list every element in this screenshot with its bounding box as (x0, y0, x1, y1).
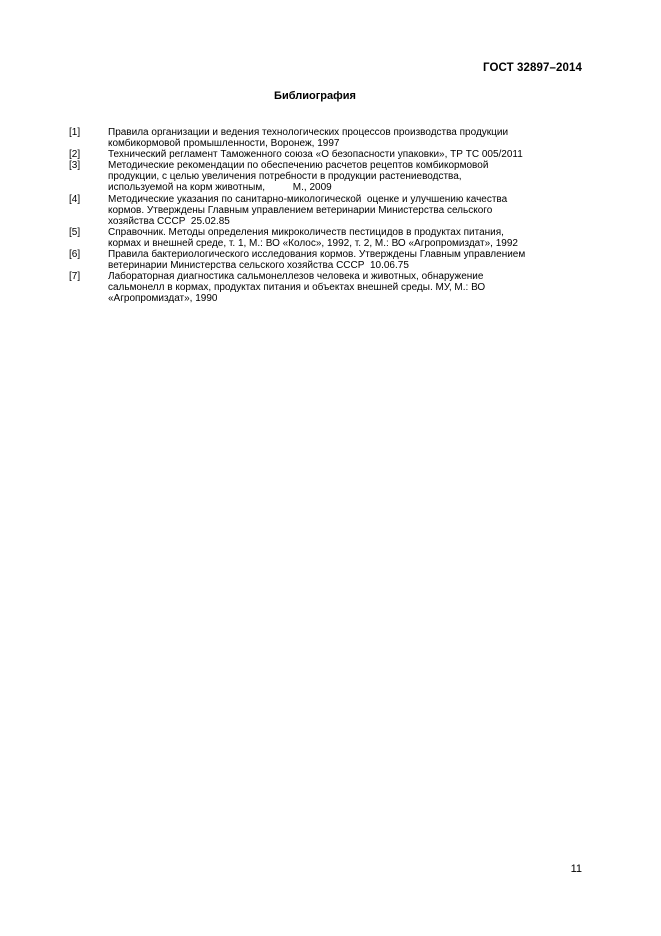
reference-item-3 (69, 160, 589, 193)
reference-number: [4] (69, 193, 81, 205)
bibliography-title: Библиография (274, 90, 356, 102)
bibliography-list (69, 127, 589, 305)
reference-text: Методические рекомендации по обеспечению расчетов рецептов комбикормовой продукции, с целью увеличения потребности в продукции растениеводства, используемой на корм животным, М., 2009 (108, 160, 489, 194)
reference-text: Правила бактериологического исследования кормов. Утверждены Главным управлением ветеринарии Министерства сельского хозяйства СССР 10.06.75 (108, 249, 526, 272)
reference-number: [3] (69, 160, 81, 172)
reference-text: Технический регламент Таможенного союза «О безопасности упаковки», ТР ТС 005/2011 (108, 149, 523, 161)
reference-item-6 (69, 249, 589, 271)
reference-number: [7] (69, 271, 81, 283)
document-standard-number: ГОСТ 32897–2014 (482, 62, 582, 74)
reference-number: [6] (69, 249, 81, 261)
reference-number: [1] (69, 127, 81, 138)
page-number: 11 (570, 863, 582, 875)
reference-item-1 (69, 127, 589, 149)
reference-text: Лабораторная диагностика сальмонеллезов человека и животных, обнаружение сальмонелл в кормах, продуктах питания и объектах внешней среды. МУ, М.: ВО «Агропромиздат», 1990 (108, 271, 486, 305)
reference-item-2 (69, 149, 589, 160)
reference-number: [2] (69, 149, 81, 161)
reference-item-4 (69, 194, 589, 227)
reference-item-5 (69, 227, 589, 249)
reference-text: Методические указания по санитарно-микологической оценке и улучшению качества кормов. Утверждены Главным управлением ветеринарии Министерства сельского хозяйства СССР 25.02.85 (108, 193, 508, 227)
reference-number: [5] (69, 226, 81, 238)
reference-item-7 (69, 271, 589, 304)
reference-text: Справочник. Методы определения микроколичеств пестицидов в продуктах питания, кормах и внешней среде, т. 1, М.: ВО «Колос», 1992, т. 2, М.: ВО «Агропромиздат», 1992 (108, 226, 518, 249)
reference-text: Правила организации и ведения технологических процессов производства продукции комбикормовой промышленности, Воронеж, 1997 (108, 127, 509, 150)
